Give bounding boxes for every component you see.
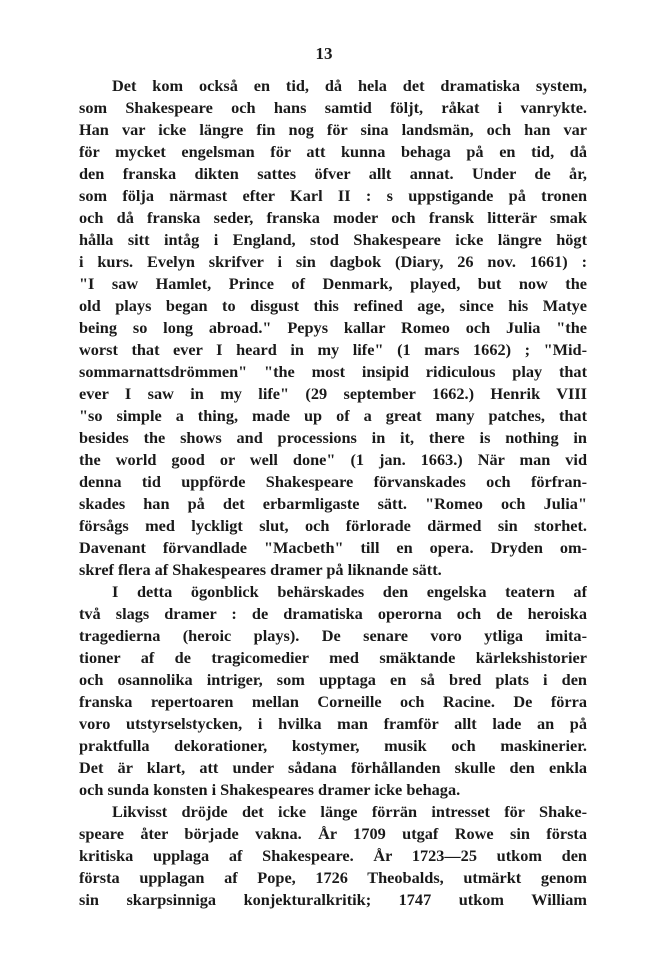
paragraph-3 — [79, 801, 587, 911]
text-line: Davenant förvandlade "Macbeth" till en opera. Dryden om- — [79, 538, 587, 557]
text-line: hålla sitt intåg i England, stod Shakespeare icke längre högt — [79, 230, 587, 249]
page-number: 13 — [315, 44, 333, 63]
text-line: the world good or well done" (1 jan. 1663.) När man vid — [79, 450, 587, 469]
text-line: som Shakespeare och hans samtid följt, råkat i vanrykte. — [79, 98, 587, 117]
text-line: old plays began to disgust this refined age, since his Matye — [79, 296, 587, 315]
text-line: "so simple a thing, made up of a great many patches, that — [79, 406, 587, 425]
text-line: första upplagan af Pope, 1726 Theobalds, utmärkt genom — [79, 868, 587, 887]
text-line: för mycket engelsman för att kunna behaga på en tid, då — [79, 142, 587, 161]
text-line: being so long abroad." Pepys kallar Romeo och Julia "the — [79, 318, 587, 337]
text-line: skref flera af Shakespeares dramer på liknande sätt. — [79, 560, 442, 579]
text-line: Likvisst dröjde det icke länge förrän intresset för Shake- — [112, 802, 587, 821]
text-line: i kurs. Evelyn skrifver i sin dagbok (Diary, 26 nov. 1661) : — [79, 252, 587, 271]
text-line: den franska dikten sattes öfver allt annat. Under de år, — [79, 164, 587, 183]
text-line: kritiska upplaga af Shakespeare. År 1723—25 utkom den — [79, 846, 587, 865]
text-line: och sunda konsten i Shakespeares dramer icke behaga. — [79, 780, 461, 799]
text-line: tragedierna (heroic plays). De senare voro ytliga imita- — [79, 626, 587, 645]
text-line: voro utstyrselstycken, i hvilka man framför allt lade an på — [79, 714, 587, 733]
paragraph-2 — [79, 581, 587, 801]
paragraph-1 — [79, 75, 587, 581]
text-line: Han var icke längre fin nog för sina landsmän, och han var — [79, 120, 587, 139]
text-line: I detta ögonblick behärskades den engelska teatern af — [112, 582, 587, 601]
text-line: sommarnattsdrömmen" "the most insipid ridiculous play that — [79, 362, 587, 381]
text-line: två slags dramer : de dramatiska operorna och de heroiska — [79, 604, 587, 623]
text-line: "I saw Hamlet, Prince of Denmark, played, but now the — [79, 274, 587, 293]
text-line: Det är klart, att under sådana förhållanden skulle den enkla — [79, 758, 587, 777]
body-text — [79, 75, 587, 911]
text-line: och osannolika intriger, som upptaga en så bred plats i den — [79, 670, 587, 689]
text-line: försågs med lyckligt slut, och förlorade därmed sin storhet. — [79, 516, 587, 535]
text-line: Det kom också en tid, då hela det dramatiska system, — [112, 76, 587, 95]
text-line: sin skarpsinniga konjekturalkritik; 1747 utkom William — [79, 890, 587, 909]
text-line: praktfulla dekorationer, kostymer, musik och maskinerier. — [79, 736, 587, 755]
text-line: worst that ever I heard in my life" (1 mars 1662) ; "Mid- — [79, 340, 587, 359]
text-line: franska repertoaren mellan Corneille och Racine. De förra — [79, 692, 587, 711]
text-line: ever I saw in my life" (29 september 1662.) Henrik VIII — [79, 384, 587, 403]
text-line: speare åter började vakna. År 1709 utgaf Rowe sin första — [79, 824, 587, 843]
text-line: tioner af de tragicomedier med smäktande kärlekshistorier — [79, 648, 587, 667]
text-line: och då franska seder, franska moder och fransk litterär smak — [79, 208, 587, 227]
text-line: besides the shows and processions in it, there is nothing in — [79, 428, 587, 447]
text-line: som följa närmast efter Karl II : s uppstigande på tronen — [79, 186, 587, 205]
text-line: denna tid uppförde Shakespeare förvanskades och förfran- — [79, 472, 587, 491]
text-line: skades han på det erbarmligaste sätt. "Romeo och Julia" — [79, 494, 587, 513]
